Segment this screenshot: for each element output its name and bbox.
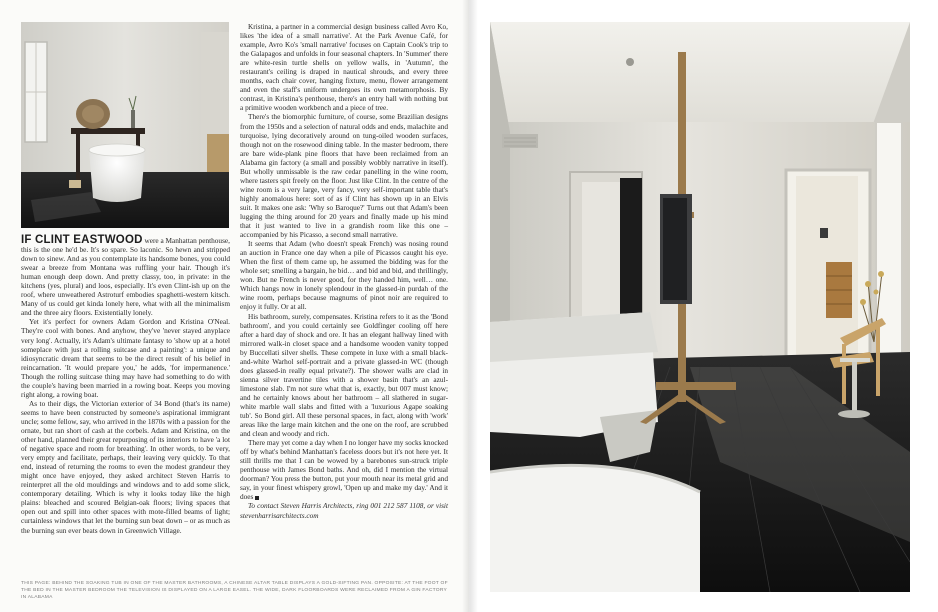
spine-shadow: [462, 0, 478, 612]
contact-line: To contact Steven Harris Architects, ring 001 212 587 1108, or visit stevenharrisarchitects.com: [240, 501, 448, 520]
article-paragraph: There's the biomorphic furniture, of course, some Brazilian designs from the 1950s and a selection of natural odds and ends, malachite and turquoise, lying decoratively around on tung-oiled wooden surfaces, though not on the rosewood dining table. In the master bedroom, there are bare wide-plank pine floors that have been reclaimed from an Alabama gin factory (a small and possibly wobbly narrative in itself). But wholly unmissable is the raw cedar panelling in the wine room, where tasters spit freely on the floor. Just like Clint. In the centre of the wine room is a very large, very fancy, very self-important table that's highly anomalous here: sort of as if Clint has shown up in an Elvis suit. It makes one ask: 'Why so Baroque?' Turns out that Adam's been lugging the thing around for 20 years and finally made up his mind that it just wanted to live in a grandish room like this one – accompanied by his Picasso, a second small narrative.: [240, 112, 448, 240]
bedroom-photo: [490, 22, 910, 592]
photo-caption: THIS PAGE: BEHIND THE SOAKING TUB IN ONE OF THE MASTER BATHROOMS, A CHINESE ALTAR TABLE DISPLAYS A GOLD-SIFTING PAN. OPPOSITE: AT THE FOOT OF THE BED IN THE MASTER BEDROOM THE TELEVISION IS DISPLAYED ON A LARGE EASEL. THE WIDE, DARK FLOORBOARDS WERE RECLAIMED FROM A GIN FACTORY IN ALABAMA: [21, 581, 448, 601]
article-paragraph: Yet it's perfect for owners Adam Gordon and Kristina O'Neal. They're cool with bones. And anyhow, they've 'never stayed anyplace very long'. Actually, it's Adam's ultimate fantasy to 'show up at a hotel someplace with just a rolling suitcase and a painting': a unique and idiosyncratic dream that seems to be the direct result of his belief in reincarnation. 'It would prepare you,' he adds, 'for impermanence.' Though the rolling suitcase thing may have had something to do with the couple's having been married in a rowing boat. Keeps you moving right along, a rowing boat.: [21, 317, 230, 399]
article-paragraph: As to their digs, the Victorian exterior of 34 Bond (that's its name) seems to have been constructed by someone's aspirational immigrant uncle; some fellow, say, who arrived in the 1870s with a passion for the ornate, but ran short of cash at the corbels. Adam and Kristina, on the other hand, planned their great repurposing of its interiors to have 'a lot of negative space and room for breathing'. In other words, to be very, very empty and facilitate, perhaps, their leaving very quickly. To that end, instead of returning the rooms to even the modest grandeur they might once have enjoyed, they asked architect Steven Harris to reinterpret all the old mouldings and windows and to add some slick, contemporary detailing. Which is why it looks today like the high plains: bleached and scoured Belgian-oak floors; living spaces that open out and spill into other spaces with mote-filled beams of light; curtainless windows that let the burning sun beat down – or as much as the burning sun ever beats down in Greenwich Village.: [21, 398, 230, 535]
article-paragraph: There may yet come a day when I no longer have my socks knocked off by what's behind Manhattan's faceless doors but it's not here yet. It still thrills me that I can be wowed by a barebones sun-struck triple penthouse with James Bond baths. And oh, did I mention the virtual doorman? You press the button, put your mouth near its metal grid and say, in your finest whispery growl, 'Open up and make my day.' And it does: [240, 438, 448, 502]
end-mark-icon: [255, 496, 259, 500]
article-paragraph: His bathroom, surely, compensates. Kristina refers to it as the 'Bond bathroom', and you could certainly see Goldfinger cooling off here after a hard day of shock and ore. It has an elegant hallway lined with mirrored walk-in closet space and a handsome wooden vanity topped by Buccellati silver shells. These compete in luxe with a small black-and-white Warhol self-portrait and a private glassed-in WC (though does glassed-in really equal private?). The shower walls are clad in sienna silver travertine tiles with a shower basin that's an azul-limestone slab. I'm not sure what that is, exactly, but 007 must know; and he certainly knows about her bathroom – all slathered in sugar-white marble wall slabs and fitted with a 'luxurious Agape soaking tub'. So Bond girl. All these personal spaces, in fact, along with 'work' areas like the large main kitchen and the one on the roof, are scrubbed and clean and woody and rich.: [240, 311, 448, 439]
article-lead-in: IF CLINT EASTWOOD: [21, 234, 143, 246]
article-column-2: [240, 22, 448, 520]
bathroom-photo: [21, 22, 229, 228]
article-paragraph: were a Manhattan penthouse, this is the one he'd be. It's so spare. So laconic. So hewn and stripped down to sinew. And as you contemplate its handsome bones, you could swear a breeze from Montana was ruffling your hair. Though it's human enough deep down. And pretty classy, too, in private: in the kitchens (yes, plural) and loos, especially. It's even Clint-ish up on the roof, where unweathered Astroturf embodies spaghetti-western kitsch. Many of us could get kinda lonely here, what with all the minimalism and the three airy floors. Existentially lonely.: [21, 236, 230, 318]
article-paragraph: It seems that Adam (who doesn't speak French) was nosing round an auction in France one day when a pile of Picassos caught his eye. When the first of them came up, he assumed the bidding was for the whole set; smelling a bargain, he bid… and bid and bid, and thrillingly, won. But ne French is never good, for they handed him, well… one. Which hangs now in lonely splendour in the glassed-in purdah of the wine room, perhaps because magnums of pinot noir are required to enjoy it fully. Or at all.: [240, 239, 448, 312]
article-column-1: [21, 236, 230, 535]
article-paragraph: Kristina, a partner in a commercial design business called Avro Ko, likes 'the idea of a small narrative'. At the Park Avenue Café, for example, Avro Ko's 'small narrative' focuses on Captain Cook's trip to the Galapagos and unfolds in four seasonal chapters. In 'Summer' there are white-resin turtle shells on yellow walls, in 'Autumn', the restaurant's ceiling is draped in nautical shrouds, and every three months, each chair cover, hanging fixture, menu, flower arrangement and even the staff's uniform undergoes its own metamorphosis. By contrast, in Kristina's penthouse, there's an entry hall with nothing but a primitive wooden workbench and a piece of tree.: [240, 22, 448, 113]
